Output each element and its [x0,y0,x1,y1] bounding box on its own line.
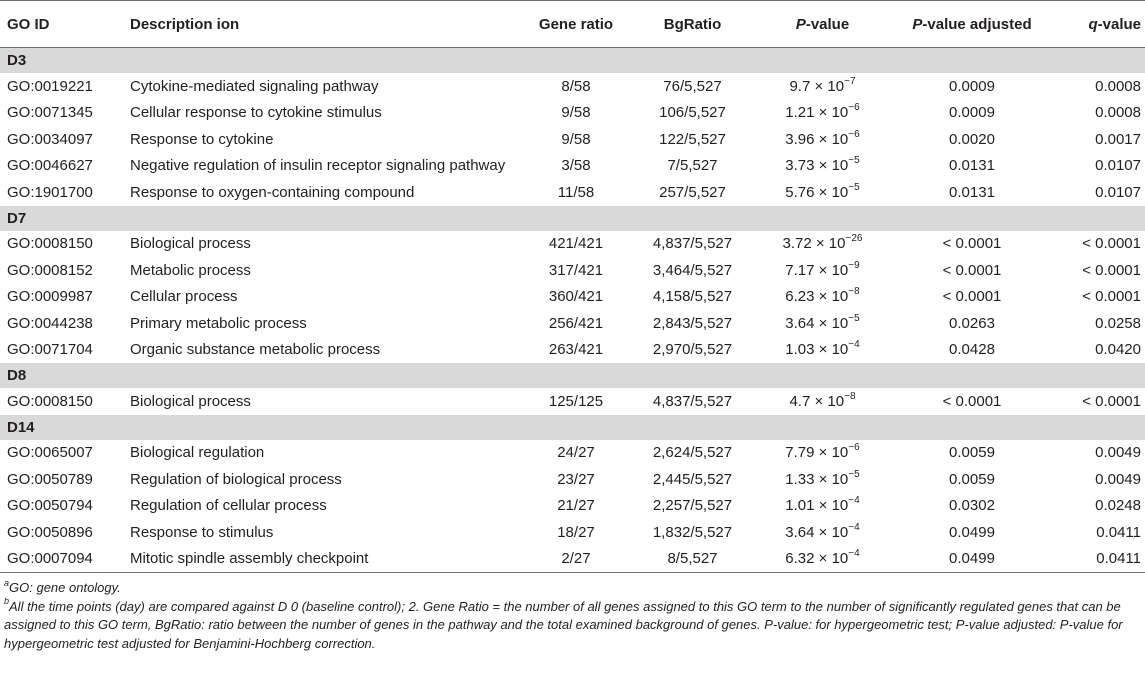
bg-ratio-cell: 2,970/5,527 [652,341,733,359]
p-value-cell [751,337,894,364]
table-header [0,1,1145,48]
p-value-cell [751,73,894,100]
p-value-mantissa: 1.21 × 10 [785,104,849,122]
p-adjusted-cell: 0.0428 [949,341,995,359]
p-value-cell [751,388,894,415]
go-id-cell: GO:0050789 [7,470,93,488]
p-value-mantissa: 1.33 × 10 [785,470,849,488]
table-row [0,310,1145,337]
go-id-cell: GO:0008152 [7,261,93,279]
header-q-value-text: -value [1097,15,1141,33]
description-cell: Regulation of biological process [130,470,342,488]
q-value-cell: 0.0017 [1095,130,1141,148]
go-id-cell: GO:0009987 [7,288,93,306]
p-value-mantissa: 9.7 × 10 [789,77,845,95]
header-p-adjusted-text: -value adjusted [922,15,1032,33]
table-row [0,126,1145,153]
gene-ratio-cell: 421/421 [548,235,604,253]
go-id-cell: GO:0044238 [7,314,93,332]
bg-ratio-cell: 8/5,527 [634,546,751,573]
go-id-cell: GO:1901700 [7,183,93,201]
p-value-mantissa: 6.23 × 10 [785,288,849,306]
description-cell: Negative regulation of insulin receptor signaling pathway [130,157,506,175]
table-row [0,257,1145,284]
gene-ratio-cell: 9/58 [561,104,591,122]
header-go-id: GO ID [0,1,108,48]
table-row [0,179,1145,206]
group-label: D3 [0,48,1145,74]
go-id-cell: GO:0046627 [7,157,93,175]
description-cell: Regulation of cellular process [130,497,327,515]
q-value-cell: 0.0107 [1095,183,1141,201]
p-adjusted-cell: 0.0499 [949,523,995,541]
p-adjusted-cell: 0.0302 [949,497,995,515]
table-row [0,73,1145,100]
gene-ratio-cell: 23/27 [557,470,595,488]
q-value-cell: 0.0049 [1095,444,1141,462]
go-id-cell: GO:0019221 [7,77,93,95]
gene-ratio-cell: 263/421 [548,341,604,359]
q-value-cell: 0.0248 [1095,497,1141,515]
bg-ratio-cell: 3,464/5,527 [652,261,733,279]
table-row [0,440,1145,467]
gene-ratio-cell: 125/125 [548,392,604,410]
table-row [0,337,1145,364]
gene-ratio-cell: 24/27 [557,444,595,462]
go-id-cell: GO:0065007 [7,444,93,462]
description-cell: Organic substance metabolic process [130,341,381,359]
q-value-cell: 0.0008 [1095,104,1141,122]
table-row [0,388,1145,415]
header-bg-ratio: BgRatio [634,1,751,48]
p-adjusted-cell: 0.0059 [949,444,995,462]
p-adjusted-cell: < 0.0001 [942,261,1002,279]
gene-ratio-cell: 18/27 [557,523,595,541]
gene-ratio-cell: 9/58 [561,130,591,148]
gene-ratio-cell: 317/421 [548,261,604,279]
gene-ratio-cell: 21/27 [557,497,595,515]
bg-ratio-cell: 2,843/5,527 [652,314,733,332]
table-row [0,284,1145,311]
p-value-exponent: −4 [848,339,860,351]
p-value-mantissa: 3.72 × 10 [782,235,846,253]
gene-ratio-cell: 2/27 [518,546,634,573]
group-row [0,48,1145,74]
go-id-cell: GO:0071345 [7,104,93,122]
group-row [0,415,1145,440]
bg-ratio-cell: 4,158/5,527 [652,288,733,306]
p-adjusted-cell: < 0.0001 [942,235,1002,253]
p-value-exponent: −6 [848,102,860,114]
header-q-value-symbol: q [1088,15,1098,33]
table-row [0,519,1145,546]
p-adjusted-cell: 0.0009 [949,104,995,122]
q-value-cell: 0.0049 [1095,470,1141,488]
footnote [4,579,1141,598]
bg-ratio-cell: 1,832/5,527 [652,523,733,541]
p-value-cell [751,257,894,284]
go-id-cell: GO:0007094 [0,546,108,573]
bg-ratio-cell: 7/5,527 [667,157,718,175]
bg-ratio-cell: 122/5,527 [659,130,726,148]
description-cell: Cytokine-mediated signaling pathway [130,77,379,95]
table-row [0,493,1145,520]
group-row [0,363,1145,388]
table-row [0,100,1145,127]
gene-ratio-cell: 360/421 [548,288,604,306]
gene-ratio-cell: 11/58 [557,183,595,201]
p-adjusted-cell: 0.0263 [949,314,995,332]
description-cell: Metabolic process [130,261,251,279]
table-row [0,153,1145,180]
footnote-text: GO: gene ontology. [9,580,121,595]
q-value-cell: 0.0258 [1095,314,1141,332]
p-value-exponent: −26 [845,233,863,245]
q-value-cell: 0.0420 [1095,341,1141,359]
p-value-exponent: −4 [848,521,860,533]
p-adjusted-cell: 0.0020 [949,130,995,148]
p-value-cell [751,440,894,467]
p-value-exponent: −6 [848,128,860,140]
p-value-cell [751,310,894,337]
q-value-cell: 0.0411 [1096,523,1141,541]
go-id-cell: GO:0008150 [7,235,93,253]
footnote-marker: b [4,596,10,607]
q-value-cell: 0.0107 [1095,157,1141,175]
p-adjusted-cell: < 0.0001 [942,392,1002,410]
q-value-cell: < 0.0001 [1082,261,1141,279]
p-adjusted-cell: 0.0499 [894,546,1050,573]
q-value-cell: < 0.0001 [1082,235,1141,253]
table-footnotes [0,573,1145,653]
q-value-cell: 0.0008 [1095,77,1141,95]
go-id-cell: GO:0050794 [7,497,93,515]
p-value-cell [751,546,894,573]
bg-ratio-cell: 106/5,527 [659,104,726,122]
p-value-exponent: −9 [848,259,860,271]
p-value-cell [751,493,894,520]
p-value-exponent: −7 [844,75,856,87]
p-value-cell [751,126,894,153]
description-cell: Response to cytokine [130,130,274,148]
description-cell: Biological process [130,392,251,410]
p-value-mantissa: 6.32 × 10 [785,550,849,568]
group-label: D14 [0,415,1145,440]
gene-ratio-cell: 8/58 [561,77,591,95]
go-id-cell: GO:0008150 [7,392,93,410]
q-value-cell: 0.0411 [1050,546,1145,573]
p-value-cell [751,100,894,127]
p-value-mantissa: 3.73 × 10 [785,157,849,175]
header-p-adjusted-symbol: P [912,15,923,33]
p-value-exponent: −5 [848,468,860,480]
header-p-value-symbol: P [795,15,806,33]
go-id-cell: GO:0034097 [7,130,93,148]
description-cell: Cellular response to cytokine stimulus [130,104,382,122]
go-id-cell: GO:0071704 [7,341,93,359]
header-p-value [751,1,894,48]
p-value-exponent: −5 [848,155,860,167]
p-value-exponent: −5 [848,181,860,193]
p-adjusted-cell: 0.0131 [949,183,995,201]
header-gene-ratio: Gene ratio [518,1,634,48]
bg-ratio-cell: 2,445/5,527 [652,470,733,488]
group-row [0,206,1145,231]
group-label: D7 [0,206,1145,231]
gene-ratio-cell: 3/58 [561,157,591,175]
p-adjusted-cell: 0.0131 [949,157,995,175]
p-value-exponent: −4 [848,548,860,560]
p-value-mantissa: 3.96 × 10 [785,130,849,148]
p-value-mantissa: 3.64 × 10 [785,523,849,541]
table-row [0,546,1145,573]
p-value-cell [751,231,894,258]
p-value-cell [751,179,894,206]
p-value-mantissa: 5.76 × 10 [785,183,849,201]
p-value-cell [751,466,894,493]
p-value-exponent: −4 [848,495,860,507]
header-description: Description ion [108,1,518,48]
p-value-mantissa: 1.01 × 10 [785,497,849,515]
p-value-mantissa: 3.64 × 10 [785,314,849,332]
bg-ratio-cell: 76/5,527 [663,77,722,95]
p-value-cell [751,153,894,180]
description-cell: Cellular process [130,288,238,306]
description-cell: Mitotic spindle assembly checkpoint [108,546,518,573]
q-value-cell: < 0.0001 [1082,288,1141,306]
p-value-cell [751,284,894,311]
q-value-cell: < 0.0001 [1082,392,1141,410]
footnote [4,598,1141,654]
p-value-cell [751,519,894,546]
description-cell: Biological process [130,235,251,253]
description-cell: Biological regulation [130,444,265,462]
description-cell: Response to stimulus [130,523,274,541]
footnote-marker: a [4,577,10,588]
table-row [0,466,1145,493]
p-value-exponent: −8 [848,286,860,298]
p-value-exponent: −5 [848,312,860,324]
footnote-text: All the time points (day) are compared against D 0 (baseline control); 2. Gene Ratio = the number of all genes assigned to this GO term to the number of significantly regulated genes that can be assigned to this GO term, BgRatio: ratio between the number of genes in the pathway and the total examined background of genes. P-value: for hypergeometric test; P-value adjusted: P-value for hypergeometric test adjusted for Benjamini-Hochberg correction. [4,598,1123,651]
group-label: D8 [0,363,1145,388]
bg-ratio-cell: 4,837/5,527 [652,392,733,410]
bg-ratio-cell: 4,837/5,527 [652,235,733,253]
go-id-cell: GO:0050896 [7,523,93,541]
p-value-mantissa: 4.7 × 10 [789,392,845,410]
p-adjusted-cell: 0.0009 [949,77,995,95]
header-p-value-text: -value [805,15,850,33]
p-value-exponent: −8 [844,390,856,402]
p-value-exponent: −6 [848,442,860,454]
table-body [0,48,1145,573]
bg-ratio-cell: 257/5,527 [659,183,726,201]
p-value-mantissa: 7.79 × 10 [785,444,849,462]
header-q-value [1050,1,1145,48]
table-row [0,231,1145,258]
gene-ratio-cell: 256/421 [548,314,604,332]
bg-ratio-cell: 2,624/5,527 [652,444,733,462]
description-cell: Primary metabolic process [130,314,307,332]
p-adjusted-cell: < 0.0001 [942,288,1002,306]
p-value-mantissa: 7.17 × 10 [785,261,849,279]
bg-ratio-cell: 2,257/5,527 [652,497,733,515]
header-p-adjusted [894,1,1050,48]
description-cell: Response to oxygen-containing compound [130,183,415,201]
p-value-mantissa: 1.03 × 10 [785,341,849,359]
p-adjusted-cell: 0.0059 [949,470,995,488]
